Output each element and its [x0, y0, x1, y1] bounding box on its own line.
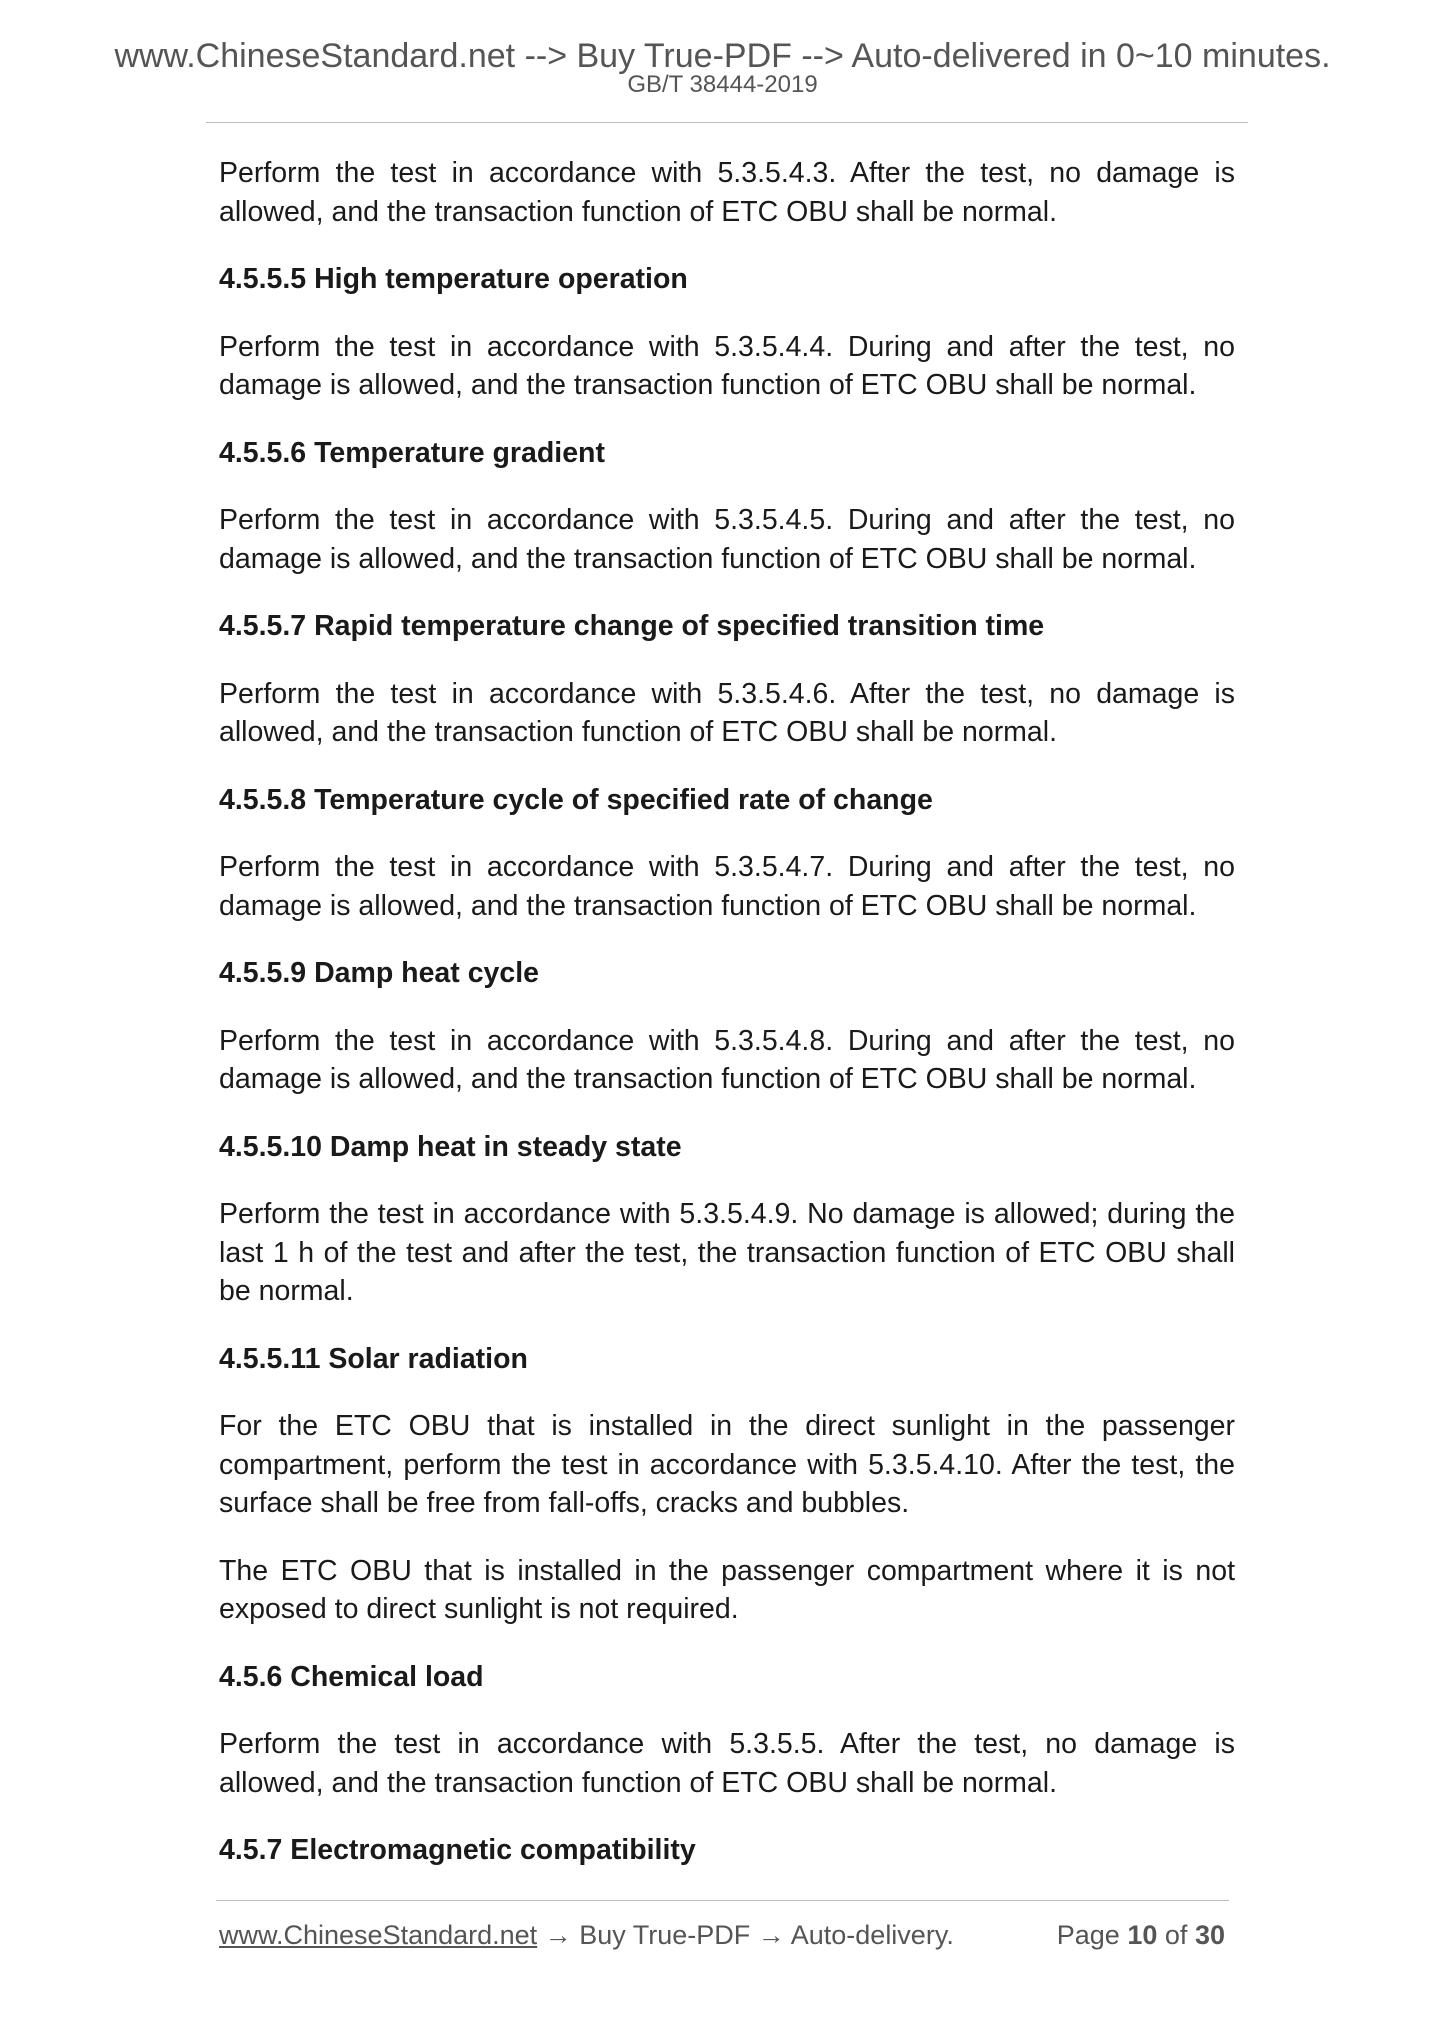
section-heading: 4.5.5.6 Temperature gradient — [219, 436, 605, 469]
paragraph: Perform the test in accordance with 5.3.5.4.3. After the test, no damage is allowed, and the transaction function of ETC OBU shall be normal. — [219, 157, 1235, 228]
paragraph: Perform the test in accordance with 5.3.5.4.5. During and after the test, no damage is allowed, and the transaction function of ETC OBU shall be normal. — [219, 504, 1235, 575]
section-heading: 4.5.6 Chemical load — [219, 1660, 484, 1693]
section-heading: 4.5.5.9 Damp heat cycle — [219, 957, 540, 989]
footer-tagline: → Buy True-PDF → Auto-delivery. — [537, 1920, 954, 1950]
header-divider — [206, 122, 1248, 123]
paragraph: Perform the test in accordance with 5.3.5.4.7. During and after the test, no damage is allowed, and the transaction function of ETC OBU shall be normal. — [219, 851, 1235, 922]
page-current: 10 — [1127, 1920, 1158, 1950]
paragraph: The ETC OBU that is installed in the passenger compartment where it is not exposed to direct sunlight is not required. — [219, 1554, 1235, 1625]
document-body — [219, 154, 1235, 1899]
paragraph: For the ETC OBU that is installed in the direct sunlight in the passenger compartment, perform the test in accordance with 5.3.5.4.10. After the test, the surface shall be free from fall-offs, cracks and bubbles. — [219, 1410, 1235, 1519]
paragraph: Perform the test in accordance with 5.3.5.5. After the test, no damage is allowed, and the transaction function of ETC OBU shall be normal. — [219, 1728, 1235, 1799]
page-footer — [219, 1918, 1229, 1952]
page-indicator — [1057, 1918, 1225, 1952]
top-banner: www.ChineseStandard.net --> Buy True-PDF --> Auto-delivered in 0~10 minutes. — [114, 37, 1331, 75]
paragraph: Perform the test in accordance with 5.3.5.4.9. No damage is allowed; during the last 1 h of the test and after the test, the transaction function of ETC OBU shall be normal. — [219, 1198, 1235, 1307]
footer-divider — [216, 1900, 1229, 1901]
paragraph: Perform the test in accordance with 5.3.5.4.8. During and after the test, no damage is allowed, and the transaction function of ETC OBU shall be normal. — [219, 1024, 1235, 1095]
section-heading: 4.5.5.8 Temperature cycle of specified rate of change — [219, 783, 933, 816]
page-of: of — [1164, 1920, 1188, 1950]
section-heading: 4.5.5.5 High temperature operation — [219, 263, 688, 295]
section-heading: 4.5.5.10 Damp heat in steady state — [219, 1130, 682, 1163]
standard-code: GB/T 38444-2019 — [627, 71, 818, 98]
paragraph: Perform the test in accordance with 5.3.5.4.4. During and after the test, no damage is allowed, and the transaction function of ETC OBU shall be normal. — [219, 330, 1235, 401]
paragraph: Perform the test in accordance with 5.3.5.4.6. After the test, no damage is allowed, and the transaction function of ETC OBU shall be normal. — [219, 677, 1235, 748]
page-label: Page — [1056, 1920, 1120, 1950]
section-heading: 4.5.7 Electromagnetic compatibility — [219, 1834, 696, 1866]
section-heading: 4.5.5.11 Solar radiation — [219, 1342, 528, 1375]
page-total: 30 — [1194, 1920, 1225, 1950]
footer-website-link[interactable]: www.ChineseStandard.net — [219, 1920, 538, 1950]
section-heading: 4.5.5.7 Rapid temperature change of specified transition time — [219, 610, 1045, 642]
